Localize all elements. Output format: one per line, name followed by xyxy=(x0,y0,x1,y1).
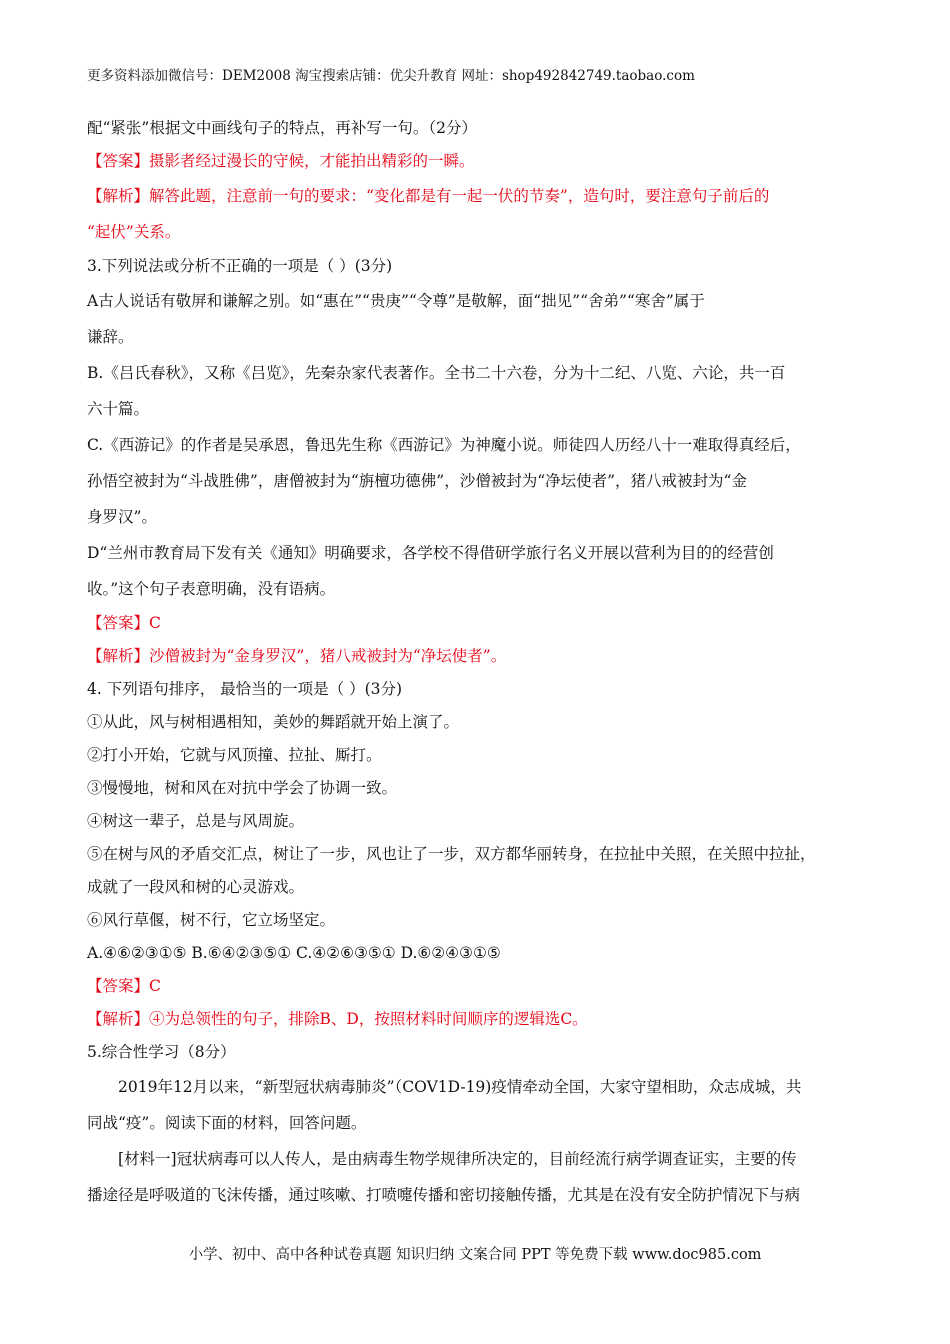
page-footer: 小学、初中、高中各种试卷真题 知识归纳 文案合同 PPT 等免费下载 www.doc985.com xyxy=(188,1247,762,1263)
option-c-cont: 孙悟空被封为“斗战胜佛”，唐僧被封为“旃檀功德佛”，沙僧被封为“净坛使者”，猪八戒被封为“金 xyxy=(87,472,747,490)
answer-line: 【答案】摄影者经过漫长的守候，才能拍出精彩的一瞬。 xyxy=(87,152,475,170)
question-5-title: 5.综合性学习（8分） xyxy=(87,1043,236,1061)
page-header: 更多资料添加微信号：DEM2008 淘宝搜索店铺：优尖升教育 网址：shop492842749.taobao.com xyxy=(87,68,695,84)
sentence-2: ②打小开始，它就与风顶撞、拉扯、厮打。 xyxy=(87,746,382,764)
sentence-6: ⑥风行草偃，树不行，它立场坚定。 xyxy=(87,911,336,929)
question-continuation: 配“紧张”根据文中画线句子的特点，再补写一句。（2分） xyxy=(87,119,477,137)
question-4-options: A.④⑥②③①⑤ B.⑥④②③⑤① C.④②⑥③⑤① D.⑥②④③①⑤ xyxy=(87,944,501,962)
question-3-title: 3.下列说法或分析不正确的一项是（ ）(3分) xyxy=(87,257,393,275)
analysis-line: 【解析】④为总领性的句子，排除B、D，按照材料时间顺序的逻辑选C。 xyxy=(87,1010,588,1028)
intro-paragraph-cont: 同战“疫”。阅读下面的材料，回答问题。 xyxy=(87,1114,367,1132)
answer-line: 【答案】C xyxy=(87,977,161,995)
option-d: D“兰州市教育局下发有关《通知》明确要求，各学校不得借研学旅行名义开展以营利为目的的经营创 xyxy=(87,544,774,562)
question-4-title: 4. 下列语句排序， 最恰当的一项是（ ）(3分) xyxy=(87,680,403,698)
sentence-5: ⑤在树与风的矛盾交汇点，树让了一步，风也让了一步，双方都华丽转身，在拉扯中关照，在关照中拉扯， xyxy=(87,845,816,863)
document-body xyxy=(87,112,867,1213)
material-one-cont: 播途径是呼吸道的飞沫传播，通过咳嗽、打喷嚏传播和密切接触传播，尤其是在没有安全防护情况下与病 xyxy=(87,1186,801,1204)
option-c: C.《西游记》的作者是吴承恩，鲁迅先生称《西游记》为神魔小说。师徒四人历经八十一难取得真经后， xyxy=(87,436,801,454)
material-one: [材料一]冠状病毒可以人传人，是由病毒生物学规律所决定的，目前经流行病学调查证实，主要的传 xyxy=(118,1150,797,1168)
option-b-cont: 六十篇。 xyxy=(87,400,150,418)
sentence-4: ④树这一辈子，总是与风周旋。 xyxy=(87,812,305,830)
option-a: A古人说话有敬屏和谦解之别。如“惠在”“贵庚”“令尊”是敬解，面“拙见”“舍弟”“寒舍”属于 xyxy=(87,292,705,310)
option-a-cont: 谦辞。 xyxy=(87,328,134,346)
analysis-line-cont: “起伏”关系。 xyxy=(87,223,181,241)
sentence-3: ③慢慢地，树和风在对抗中学会了协调一致。 xyxy=(87,779,398,797)
analysis-line: 【解析】解答此题，注意前一句的要求：“变化都是有一起一伏的节奏”，造句时，要注意句子前后的 xyxy=(87,187,770,205)
sentence-1: ①从此，风与树相遇相知，美妙的舞蹈就开始上演了。 xyxy=(87,713,460,731)
intro-paragraph: 2019年12月以来，“新型冠状病毒肺炎”（COV1D-19)疫情牵动全国，大家守望相助，众志成城，共 xyxy=(118,1078,802,1096)
option-c-cont-2: 身罗汉”。 xyxy=(87,508,157,526)
option-b: B.《吕氏春秋》，又称《吕览》，先秦杂家代表著作。全书二十六卷，分为十二纪、八览、六论，共一百 xyxy=(87,364,786,382)
answer-line: 【答案】C xyxy=(87,614,161,632)
sentence-5-cont: 成就了一段风和树的心灵游戏。 xyxy=(87,878,305,896)
analysis-line: 【解析】沙僧被封为“金身罗汉”，猪八戒被封为“净坛使者”。 xyxy=(87,647,507,665)
option-d-cont: 收。”这个句子表意明确，没有语病。 xyxy=(87,580,336,598)
